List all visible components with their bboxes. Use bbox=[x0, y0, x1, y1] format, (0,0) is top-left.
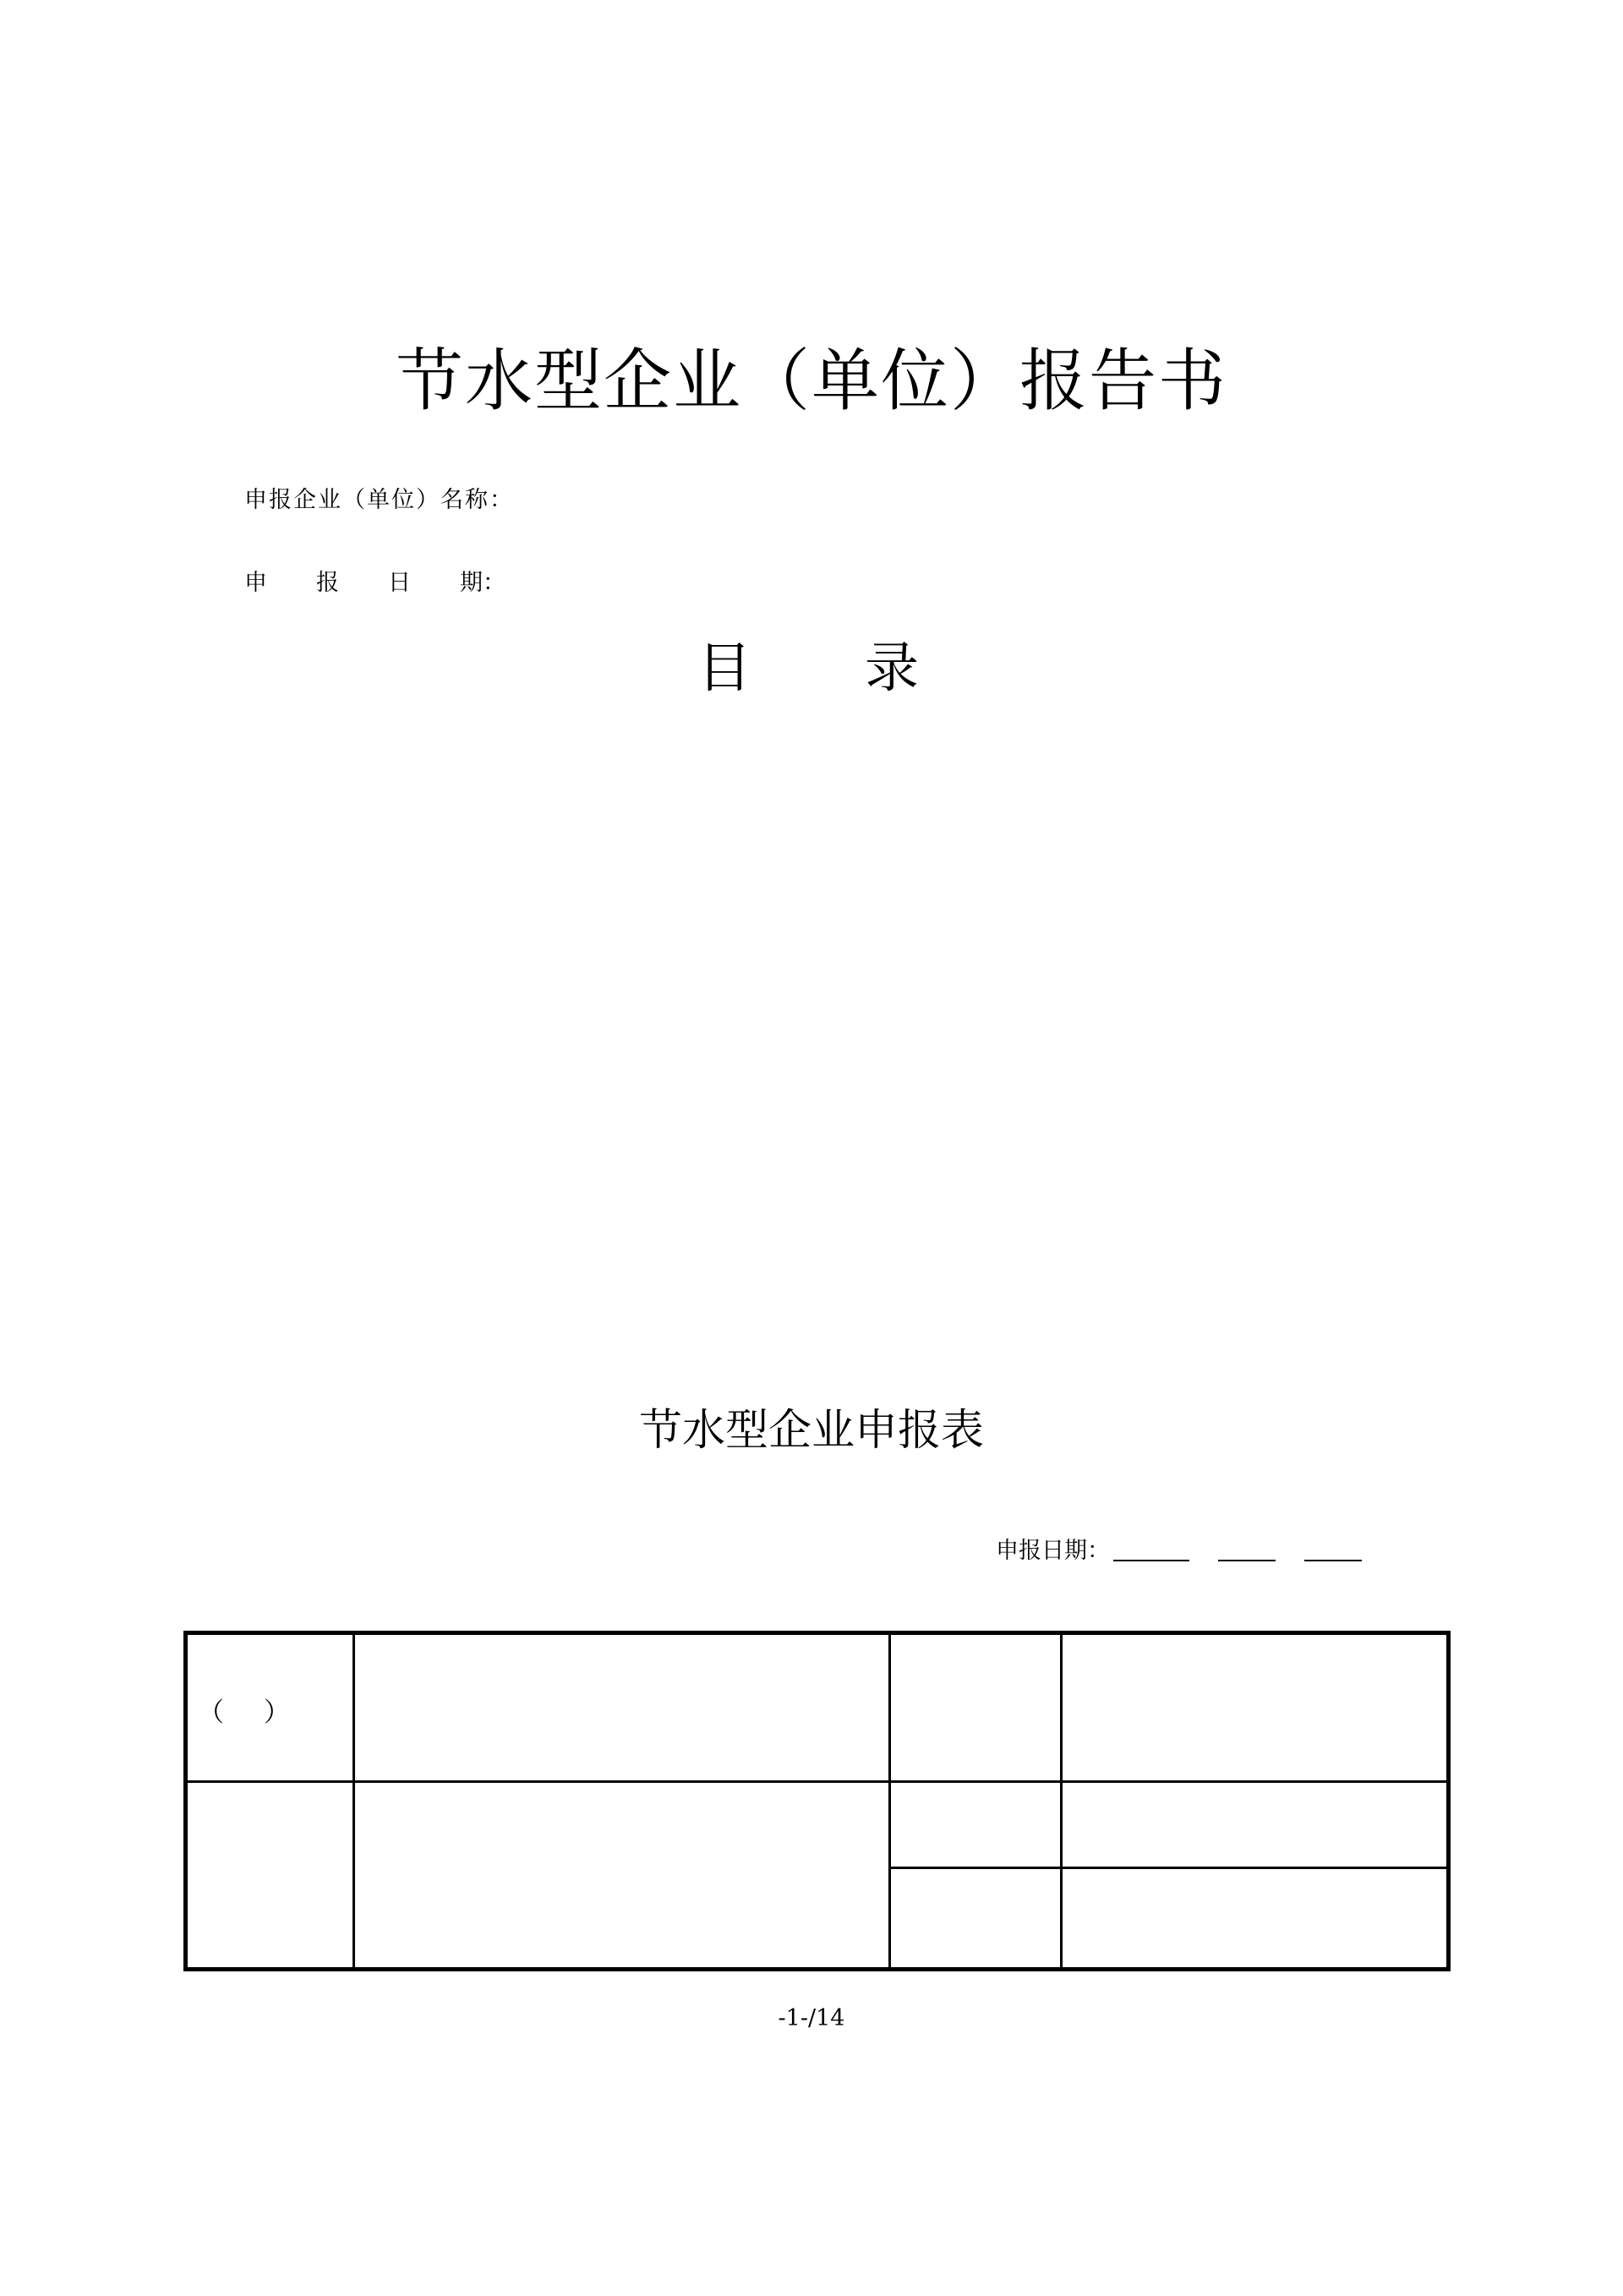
table-row-divider bbox=[890, 1867, 1451, 1869]
toc-heading bbox=[697, 631, 919, 707]
report-title: 节水型企业（单位）报告书 bbox=[396, 342, 1227, 420]
form-date-label: 申报日期： bbox=[996, 1538, 1110, 1564]
report-date-label bbox=[244, 566, 505, 600]
date-label-char: 报 bbox=[316, 570, 339, 596]
table-cell-paren-right: ） bbox=[264, 1697, 290, 1728]
date-label-char: 申 bbox=[244, 570, 267, 596]
applicant-name-label: 申报企业（单位）名称： bbox=[244, 487, 514, 513]
page-number: -1-/14 bbox=[778, 2005, 845, 2031]
table-cell-paren-left: （ bbox=[198, 1697, 224, 1728]
date-label-char: 日 bbox=[388, 570, 411, 596]
year-blank[interactable] bbox=[1113, 1560, 1189, 1561]
toc-heading-char: 目 bbox=[697, 637, 751, 700]
date-label-char: 期： bbox=[460, 570, 505, 596]
toc-heading-char: 录 bbox=[865, 637, 919, 700]
month-blank[interactable] bbox=[1218, 1560, 1276, 1561]
table-column-divider bbox=[1060, 1635, 1063, 1967]
day-blank[interactable] bbox=[1304, 1560, 1362, 1561]
table-row-divider bbox=[188, 1780, 1446, 1783]
form-date-line bbox=[996, 1534, 1362, 1568]
table-column-divider bbox=[888, 1635, 891, 1967]
form-title: 节水型企业申报表 bbox=[638, 1406, 984, 1456]
application-table bbox=[183, 1631, 1451, 1971]
table-column-divider bbox=[352, 1635, 355, 1967]
